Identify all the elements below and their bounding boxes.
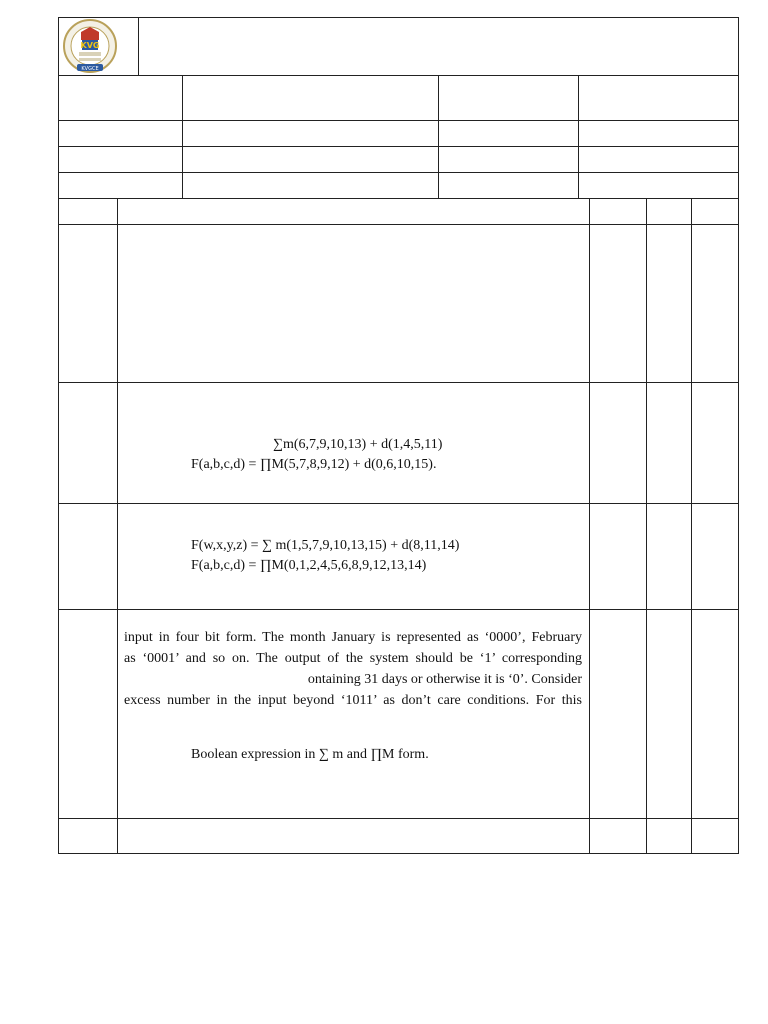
qrow3-col4: [646, 503, 692, 610]
qtable-head-no: [58, 198, 118, 225]
qrow4-no: [58, 609, 118, 819]
q3-expression-2: F(a,b,c,d) = ∏M(0,1,2,4,5,6,8,9,12,13,14): [191, 558, 427, 573]
qrow3-no: [58, 503, 118, 610]
q4-line-3: ontaining 31 days or otherwise it is ‘0’. Consider: [307, 672, 582, 687]
qrow5-question: [117, 818, 590, 854]
q4-line-1: input in four bit form. The month January is represented as ‘0000’, February: [124, 630, 582, 645]
qtable-head-col5: [691, 198, 739, 225]
svg-text:KVG: KVG: [80, 41, 100, 50]
info-r2-c1: [58, 120, 183, 147]
qrow1-col4: [646, 224, 692, 383]
q4-line-4: excess number in the input beyond ‘1011’ as don’t care conditions. For this: [124, 693, 582, 708]
qrow4-col4: [646, 609, 692, 819]
qrow2-col5: [691, 382, 739, 504]
qrow3-col5: [691, 503, 739, 610]
qrow1-col3: [589, 224, 647, 383]
info-r2-c4: [578, 120, 739, 147]
info-r4-c2: [182, 172, 439, 199]
qtable-head-question: [117, 198, 590, 225]
info-r1-c1: [58, 75, 183, 121]
info-r4-c3: [438, 172, 579, 199]
q4-line-2: as ‘0001’ and so on. The output of the system should be ‘1’ corresponding: [124, 651, 582, 666]
qrow5-no: [58, 818, 118, 854]
info-r2-c3: [438, 120, 579, 147]
qtable-head-col3: [589, 198, 647, 225]
qrow1-no: [58, 224, 118, 383]
q4-line-5: Boolean expression in ∑ m and ∏M form.: [191, 747, 429, 762]
q4-text-block: [124, 627, 582, 711]
qrow3-col3: [589, 503, 647, 610]
info-r3-c2: [182, 146, 439, 173]
qtable-head-col4: [646, 198, 692, 225]
header-title-cell: [138, 17, 739, 76]
qrow2-col3: [589, 382, 647, 504]
qrow4-col5: [691, 609, 739, 819]
qrow5-col3: [589, 818, 647, 854]
qrow2-no: [58, 382, 118, 504]
info-r1-c4: [578, 75, 739, 121]
info-r1-c2: [182, 75, 439, 121]
info-r3-c3: [438, 146, 579, 173]
q3-expression-1: F(w,x,y,z) = ∑ m(1,5,7,9,10,13,15) + d(8,11,14): [191, 538, 460, 553]
qrow1-col5: [691, 224, 739, 383]
qrow1-question: [117, 224, 590, 383]
info-r4-c4: [578, 172, 739, 199]
info-r1-c3: [438, 75, 579, 121]
info-r4-c1: [58, 172, 183, 199]
info-r3-c1: [58, 146, 183, 173]
qrow4-col3: [589, 609, 647, 819]
qrow5-col5: [691, 818, 739, 854]
college-logo: [59, 18, 137, 74]
info-r3-c4: [578, 146, 739, 173]
q2-expression-2: F(a,b,c,d) = ∏M(5,7,8,9,12) + d(0,6,10,15).: [191, 457, 437, 472]
qrow2-col4: [646, 382, 692, 504]
svg-text:KVGCE: KVGCE: [81, 66, 99, 72]
q2-expression-1: ∑m(6,7,9,10,13) + d(1,4,5,11): [273, 437, 443, 452]
info-r2-c2: [182, 120, 439, 147]
qrow5-col4: [646, 818, 692, 854]
